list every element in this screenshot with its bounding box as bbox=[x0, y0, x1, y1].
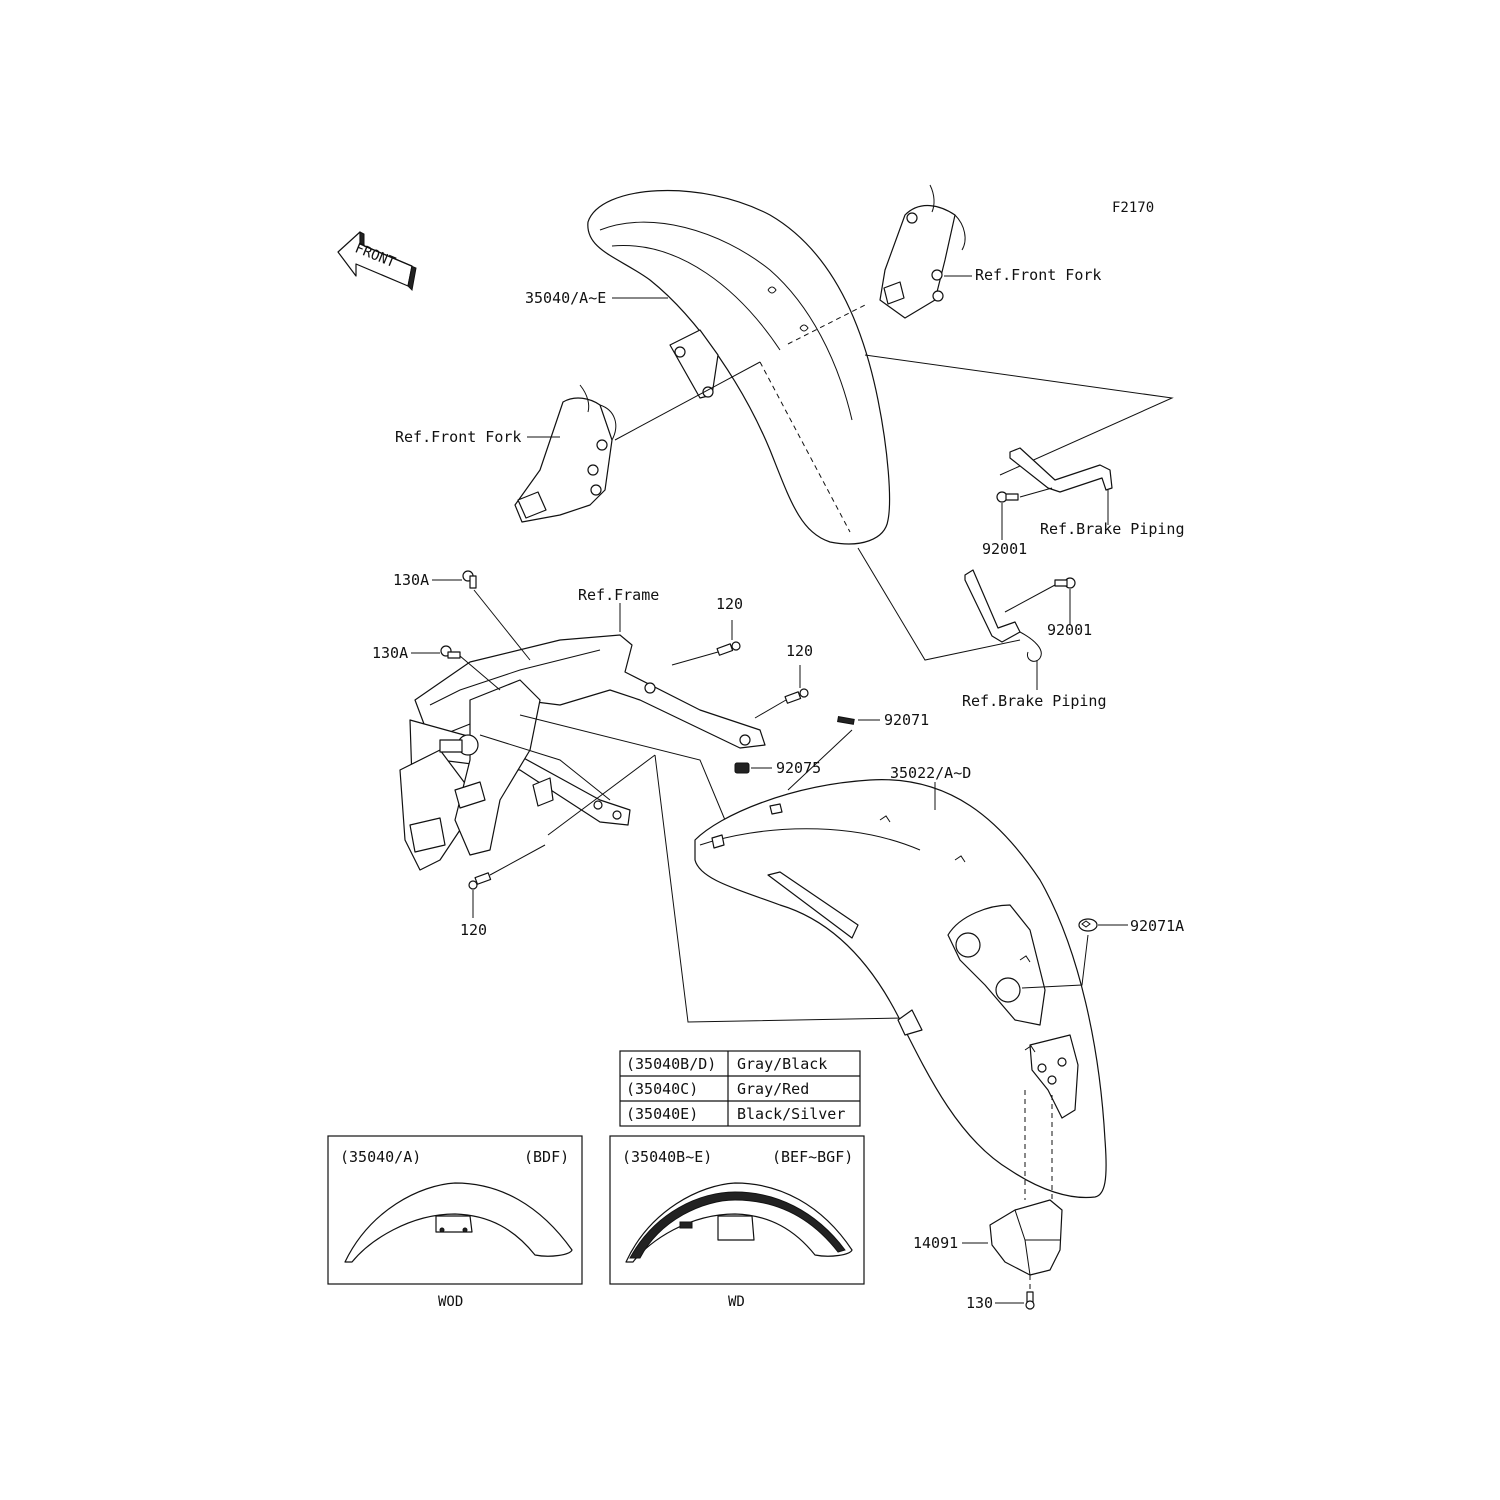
callout-92075: 92075 bbox=[776, 759, 822, 777]
front-fender bbox=[588, 191, 890, 544]
bolt-130a-upper bbox=[463, 571, 476, 588]
callout-brake-piping-upper: Ref.Brake Piping bbox=[1040, 520, 1185, 538]
callout-92001-upper: 92001 bbox=[982, 540, 1028, 558]
inset-right-caption: WD bbox=[728, 1294, 745, 1310]
callout-front-fork-upper: Ref.Front Fork bbox=[975, 266, 1102, 284]
inset-left-part: (35040/A) bbox=[340, 1148, 422, 1166]
front-fork-upper bbox=[880, 185, 965, 318]
callout-front-fender: 35040/A~E bbox=[525, 289, 607, 307]
callout-92071a: 92071A bbox=[1130, 917, 1185, 935]
front-arrow-label: FRONT bbox=[352, 240, 398, 272]
color-table-color: Black/Silver bbox=[737, 1105, 846, 1123]
callout-brake-piping-lower: Ref.Brake Piping bbox=[962, 692, 1107, 710]
callout-130a-lower: 130A bbox=[372, 644, 409, 662]
color-table-color: Gray/Red bbox=[737, 1080, 810, 1098]
bolt-120-b bbox=[785, 689, 808, 703]
bolt-92001-lower bbox=[1055, 578, 1075, 588]
rear-fender bbox=[695, 780, 1106, 1198]
callout-120-c: 120 bbox=[460, 921, 488, 939]
clip-92071 bbox=[838, 717, 855, 725]
brake-piping-bracket-lower bbox=[965, 570, 1041, 661]
grommet-92075 bbox=[735, 763, 749, 773]
callout-14091: 14091 bbox=[913, 1234, 959, 1252]
color-table bbox=[620, 1051, 860, 1126]
inset-wd bbox=[610, 1136, 864, 1310]
bolt-92001-upper bbox=[997, 492, 1018, 502]
inset-left-variant: (BDF) bbox=[524, 1148, 570, 1166]
brake-piping-bracket-upper bbox=[1010, 448, 1112, 492]
inset-right-part: (35040B~E) bbox=[622, 1148, 713, 1166]
cover-14091 bbox=[990, 1200, 1062, 1275]
figure-code: F2170 bbox=[1112, 200, 1155, 216]
bolt-120-c bbox=[469, 873, 491, 889]
inset-wod bbox=[328, 1136, 582, 1310]
callout-120-b: 120 bbox=[786, 642, 814, 660]
bolt-120-a bbox=[717, 642, 740, 655]
color-table-code: (35040B/D) bbox=[626, 1055, 717, 1073]
inset-right-variant: (BEF~BGF) bbox=[772, 1148, 854, 1166]
bolt-130 bbox=[1026, 1292, 1034, 1309]
front-arrow-icon bbox=[338, 232, 416, 290]
callout-92001-lower: 92001 bbox=[1047, 621, 1093, 639]
callout-rear-fender: 35022/A~D bbox=[890, 764, 972, 782]
color-table-code: (35040E) bbox=[626, 1105, 699, 1123]
callout-frame: Ref.Frame bbox=[578, 586, 660, 604]
color-table-color: Gray/Black bbox=[737, 1055, 828, 1073]
callout-120-a: 120 bbox=[716, 595, 744, 613]
color-table-code: (35040C) bbox=[626, 1080, 699, 1098]
callout-130: 130 bbox=[966, 1294, 994, 1312]
callout-front-fork-lower: Ref.Front Fork bbox=[395, 428, 522, 446]
callout-92071: 92071 bbox=[884, 711, 930, 729]
front-fork-lower bbox=[515, 385, 616, 522]
inset-left-caption: WOD bbox=[438, 1294, 464, 1310]
callout-130a-upper: 130A bbox=[393, 571, 430, 589]
bolt-130a-lower bbox=[441, 646, 460, 658]
cap-92071a bbox=[1079, 919, 1097, 931]
